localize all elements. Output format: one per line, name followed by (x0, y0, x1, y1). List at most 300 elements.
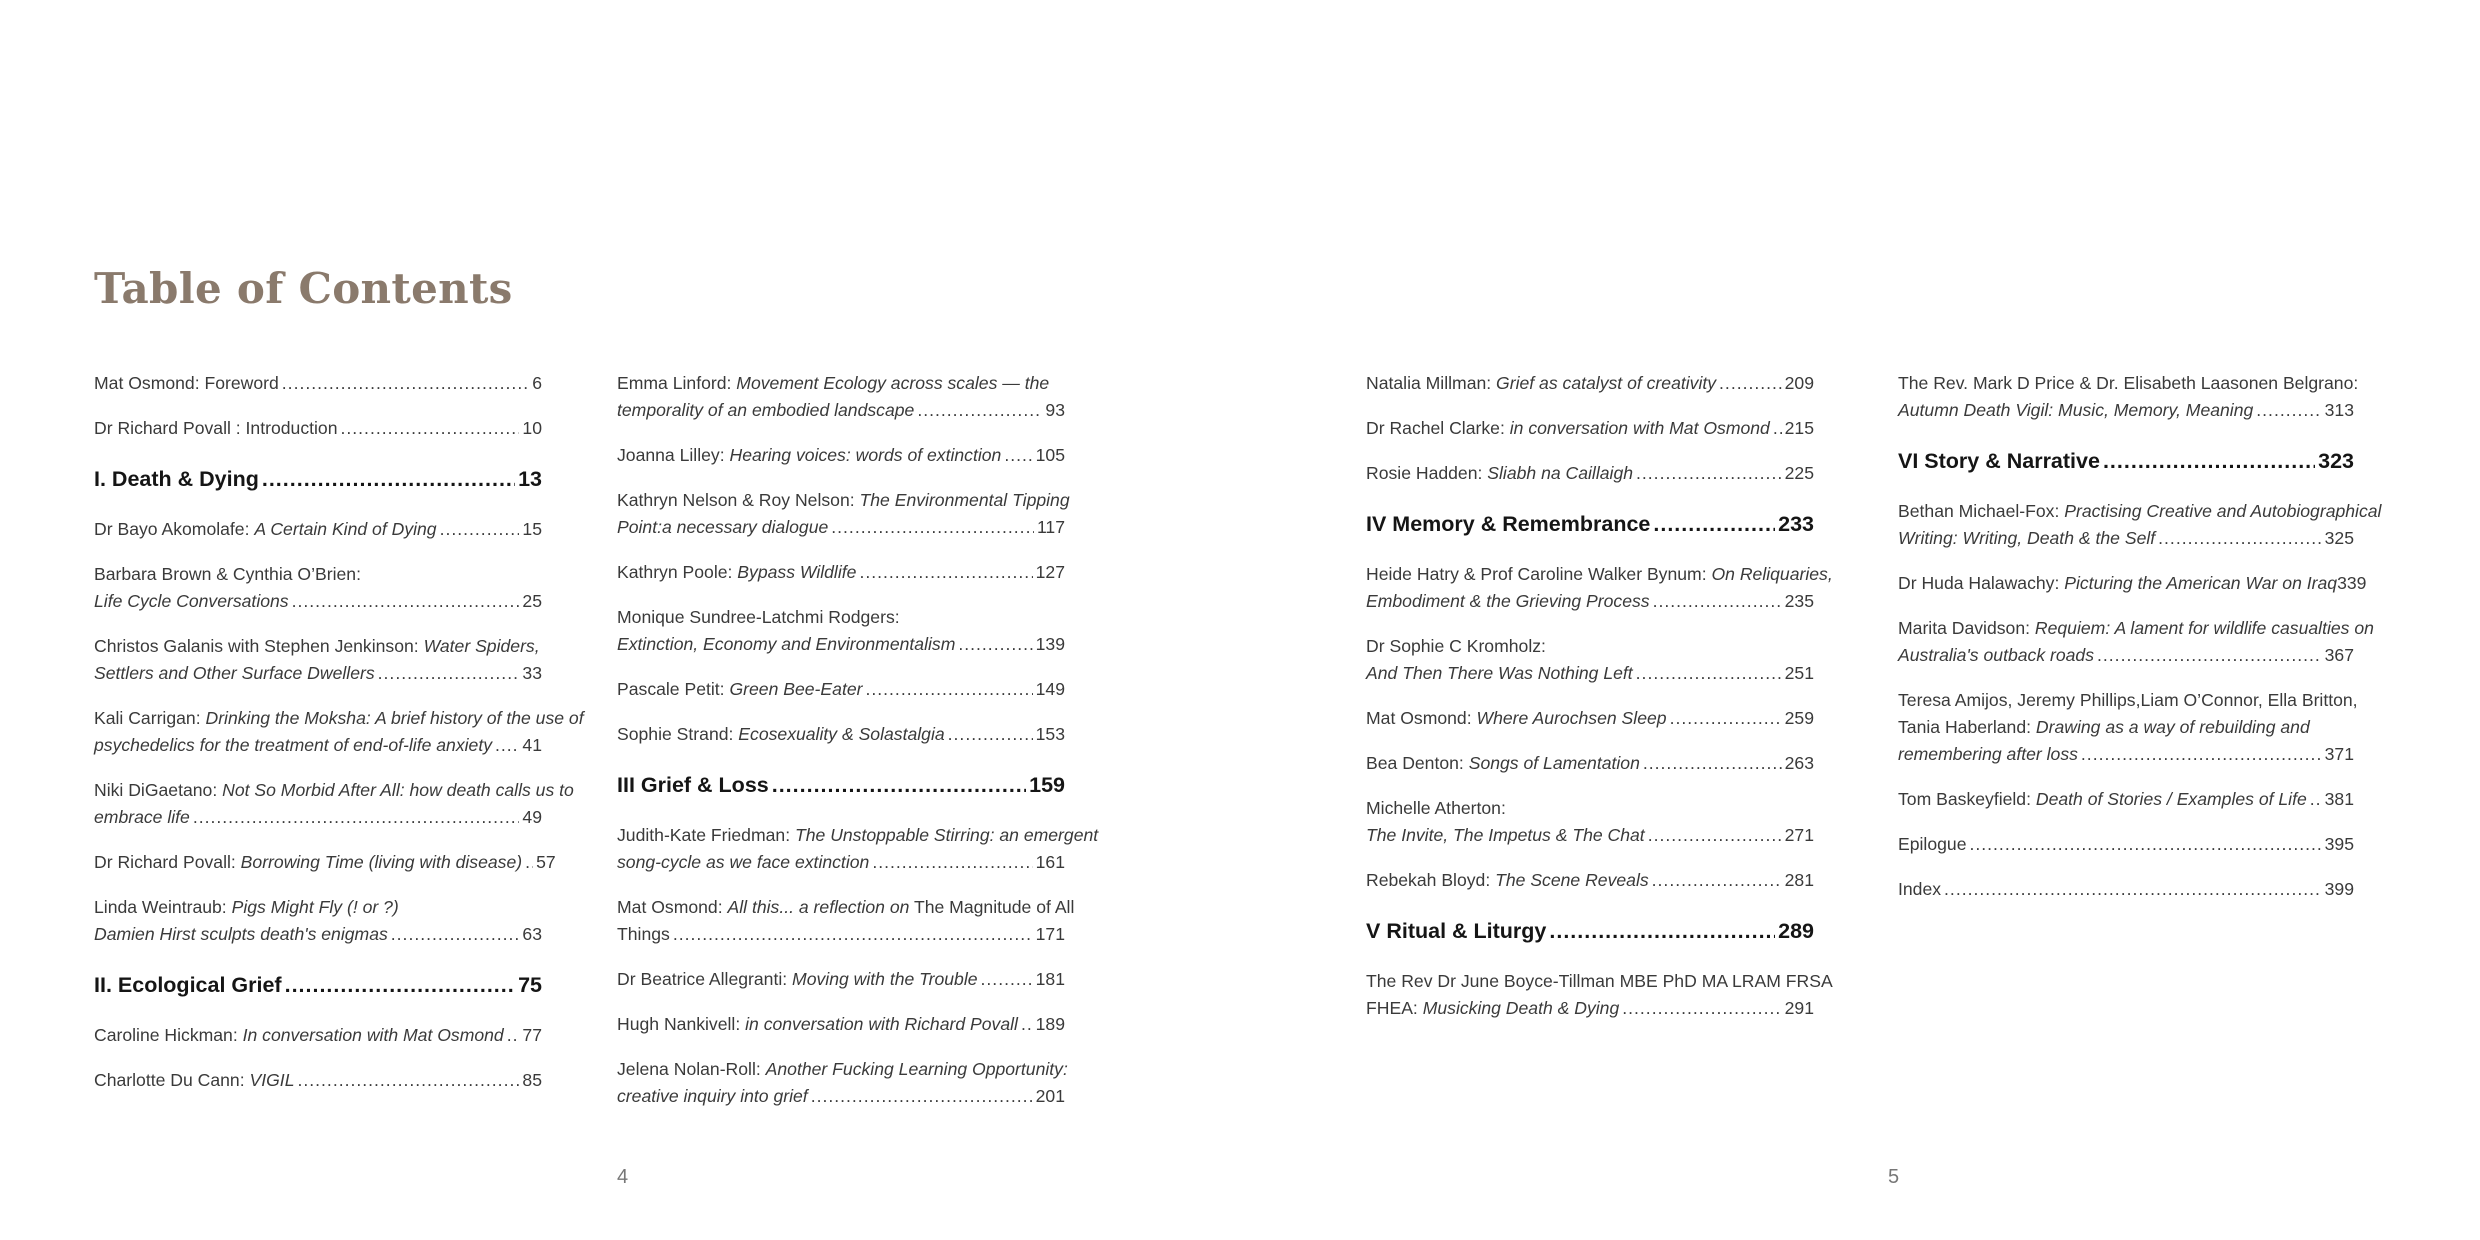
page-number: 251 (1784, 663, 1814, 683)
section-title: II. Ecological Grief (94, 973, 282, 997)
page-number: 281 (1784, 870, 1814, 890)
page-number: 6 (532, 373, 542, 393)
dot-leader (262, 464, 515, 494)
toc-line (617, 1083, 1065, 1110)
work-title: Songs of Lamentation (1468, 753, 1640, 773)
toc-line (94, 588, 542, 615)
work-title: Embodiment & the Grieving Process (1366, 591, 1650, 611)
toc-entry[interactable] (1366, 561, 1833, 615)
dot-leader (292, 588, 520, 615)
dot-leader (958, 631, 1032, 658)
page-number: 325 (2324, 528, 2354, 548)
toc-line (1898, 370, 2359, 397)
page-number: 105 (1035, 445, 1065, 465)
toc-column-1 (94, 370, 584, 1112)
toc-line (1898, 714, 2354, 741)
toc-line (94, 804, 542, 831)
toc-section-heading[interactable] (1366, 916, 1814, 946)
toc-line (94, 660, 542, 687)
entry-text (617, 721, 945, 748)
author: Monique Sundree-Latchmi Rodgers: (617, 607, 900, 627)
toc-column-3 (1366, 370, 1833, 1040)
entry-text (617, 397, 914, 424)
entry-text (94, 561, 361, 588)
toc-entry[interactable] (617, 721, 1065, 748)
entry-text (1366, 867, 1649, 894)
toc-line (1898, 615, 2374, 642)
entry-text (94, 660, 375, 687)
toc-line (1366, 968, 1833, 995)
toc-line (1366, 415, 1814, 442)
dot-leader (811, 1083, 1033, 1110)
dot-leader (525, 849, 533, 876)
work-title: Death of Stories / Examples of Life (2035, 789, 2307, 809)
dot-leader (2158, 525, 2321, 552)
work-title: Borrowing Time (living with disease) (240, 852, 523, 872)
page-number: 339 (2337, 573, 2367, 593)
entry-text (94, 415, 338, 442)
toc-entry[interactable] (1898, 831, 2354, 858)
page-title: Table of Contents (94, 264, 513, 313)
entry-text (1898, 714, 2310, 741)
toc-line (617, 1011, 1065, 1038)
dot-leader (948, 721, 1033, 748)
author: The Rev. Mark D Price & Dr. Elisabeth Laasonen Belgrano: (1898, 373, 2359, 393)
toc-entry[interactable] (94, 516, 542, 543)
section-title: IV Memory & Remembrance (1366, 512, 1651, 536)
toc-entry[interactable] (617, 559, 1065, 586)
page-number: 291 (1784, 998, 1814, 1018)
page-number: 117 (1036, 517, 1065, 537)
toc-section-heading[interactable] (617, 770, 1065, 800)
entry-text (617, 894, 1074, 921)
author: Tania Haberland: (1898, 717, 2036, 737)
work-title-upright: The Magnitude of All (909, 897, 1075, 917)
author: Bethan Michael-Fox: (1898, 501, 2065, 521)
dot-leader (1653, 588, 1782, 615)
toc-line (617, 631, 1065, 658)
toc-line (617, 1056, 1068, 1083)
toc-line (1898, 570, 2367, 597)
toc-line (94, 777, 574, 804)
toc-line (94, 1067, 542, 1094)
author: Caroline Hickman: (94, 1025, 243, 1045)
page-number: 313 (2324, 400, 2354, 420)
toc-entry[interactable] (1366, 633, 1814, 687)
entry-text (1366, 415, 1770, 442)
work-title: Sliabh na Caillaigh (1487, 463, 1634, 483)
toc-section-heading[interactable] (1366, 509, 1814, 539)
toc-line (94, 1022, 542, 1049)
toc-line (617, 849, 1065, 876)
toc-entry[interactable] (1366, 415, 1814, 442)
entry-text (617, 604, 900, 631)
dot-leader (1549, 916, 1775, 946)
entry-text (1366, 705, 1667, 732)
author: Mat Osmond: (1366, 708, 1477, 728)
work-title: Pigs Might Fly (! or ?) (231, 897, 399, 917)
page-number: 399 (2324, 879, 2354, 899)
author: Tom Baskeyfield: (1898, 789, 2036, 809)
dot-leader (193, 804, 520, 831)
toc-line (1898, 498, 2382, 525)
entry-text (617, 559, 856, 586)
toc-entry[interactable] (1366, 968, 1833, 1022)
dot-leader (1944, 876, 2322, 903)
work-title: Movement Ecology across scales — the (736, 373, 1050, 393)
toc-line (1366, 867, 1814, 894)
toc-entry[interactable] (617, 822, 1099, 876)
work-title: in conversation with Mat Osmond (1509, 418, 1770, 438)
author: Dr Beatrice Allegranti: (617, 969, 793, 989)
toc-line (1898, 397, 2354, 424)
entry-text (94, 732, 492, 759)
work-title: Picturing the American War on Iraq (2064, 573, 2338, 593)
toc-section-heading[interactable] (94, 970, 542, 1000)
entry-text (94, 921, 388, 948)
toc-entry[interactable] (1366, 460, 1814, 487)
dot-leader (507, 1022, 520, 1049)
toc-entry[interactable] (617, 487, 1070, 541)
entry-text (1366, 795, 1506, 822)
toc-entry[interactable] (1898, 786, 2354, 813)
toc-line (1366, 588, 1814, 615)
page-number: 25 (522, 591, 542, 611)
toc-entry[interactable] (94, 561, 542, 615)
toc-line (617, 487, 1070, 514)
dot-leader (673, 921, 1033, 948)
work-title: Requiem: A lament for wildlife casualties on (2034, 618, 2374, 638)
toc-line (617, 921, 1065, 948)
entry-text (1366, 995, 1619, 1022)
work-title: Settlers and Other Surface Dwellers (94, 663, 375, 683)
toc-entry[interactable] (1898, 570, 2367, 597)
entry-text (1366, 633, 1546, 660)
toc-line (1898, 525, 2354, 552)
toc-line (1366, 660, 1814, 687)
toc-entry[interactable] (94, 415, 542, 442)
entry-text (94, 633, 540, 660)
work-title: Bypass Wildlife (737, 562, 857, 582)
toc-line (94, 921, 542, 948)
page-number: 159 (1029, 773, 1065, 797)
toc-line (617, 721, 1065, 748)
toc-section-heading[interactable] (94, 464, 542, 494)
entry-text (617, 849, 869, 876)
toc-entry[interactable] (1898, 615, 2374, 669)
page-number: 181 (1035, 969, 1065, 989)
entry-text (1898, 370, 2358, 397)
dot-leader (1648, 822, 1782, 849)
toc-entry[interactable] (1366, 705, 1814, 732)
work-title: Extinction, Economy and Environmentalism (617, 634, 956, 654)
author: Joanna Lilley: (617, 445, 730, 465)
dot-leader (2103, 446, 2315, 476)
work-title: Where Aurochsen Sleep (1476, 708, 1667, 728)
toc-entry[interactable] (94, 1067, 542, 1094)
toc-line (94, 516, 542, 543)
toc-entry[interactable] (617, 1011, 1065, 1038)
author: Heide Hatry & Prof Caroline Walker Bynum: (1366, 564, 1712, 584)
toc-entry[interactable] (1898, 876, 2354, 903)
author: Teresa Amijos, Jeremy Phillips,Liam O’Connor, Ella Britton, (1898, 690, 2358, 710)
author: Dr Bayo Akomolafe: (94, 519, 255, 539)
entry-text (617, 1011, 1018, 1038)
toc-line (94, 732, 542, 759)
entry-text (1366, 460, 1633, 487)
dot-leader (1670, 705, 1782, 732)
toc-line (1366, 370, 1814, 397)
page-number: 209 (1784, 373, 1814, 393)
section-title: I. Death & Dying (94, 467, 259, 491)
work-title: Australia's outback roads (1898, 645, 2095, 665)
toc-entry[interactable] (94, 777, 574, 831)
toc-line (1366, 460, 1814, 487)
author: Michelle Atherton: (1366, 798, 1506, 818)
toc-line (617, 966, 1065, 993)
page-number: 201 (1035, 1086, 1065, 1106)
work-title: On Reliquaries, (1711, 564, 1833, 584)
toc-entry[interactable] (1898, 687, 2358, 768)
toc-line (617, 604, 1065, 631)
toc-line (1898, 876, 2354, 903)
entry-text (617, 370, 1049, 397)
toc-entry[interactable] (1366, 795, 1814, 849)
entry-text (617, 921, 670, 948)
section-title: VI Story & Narrative (1898, 449, 2100, 473)
toc-line (94, 561, 542, 588)
page-number: 49 (522, 807, 542, 827)
dot-leader (1643, 750, 1782, 777)
page-number: 367 (2324, 645, 2354, 665)
toc-entry[interactable] (1366, 867, 1814, 894)
author: Christos Galanis with Stephen Jenkinson: (94, 636, 424, 656)
toc-line (1366, 705, 1814, 732)
work-title: Life Cycle Conversations (94, 591, 289, 611)
entry-text (94, 370, 279, 397)
dot-leader (1719, 370, 1782, 397)
work-title: Drawing as a way of rebuilding and (2035, 717, 2310, 737)
toc-entry[interactable] (1898, 498, 2382, 552)
toc-line (617, 559, 1065, 586)
author: Barbara Brown & Cynthia O’Brien: (94, 564, 361, 584)
entry-text (617, 631, 955, 658)
dot-leader (2097, 642, 2322, 669)
page-number: 33 (522, 663, 542, 683)
author: Judith-Kate Friedman: (617, 825, 795, 845)
page-number: 161 (1035, 852, 1065, 872)
work-title: Writing: Writing, Death & the Self (1898, 528, 2156, 548)
author: Things (617, 924, 670, 944)
toc-line (617, 370, 1065, 397)
author: Kathryn Nelson & Roy Nelson: (617, 490, 860, 510)
work-title: The Scene Reveals (1495, 870, 1649, 890)
toc-entry[interactable] (617, 604, 1065, 658)
toc-line (1898, 786, 2354, 813)
dot-leader (1652, 867, 1782, 894)
dot-leader (917, 397, 1042, 424)
author: Hugh Nankivell: (617, 1014, 746, 1034)
dot-leader (378, 660, 520, 687)
dot-leader (2256, 397, 2321, 424)
page-number: 323 (2318, 449, 2354, 473)
author: Dr Huda Halawachy: (1898, 573, 2065, 593)
page-number: 139 (1035, 634, 1065, 654)
toc-entry[interactable] (1366, 750, 1814, 777)
entry-text (1366, 561, 1833, 588)
dot-leader (772, 770, 1026, 800)
toc-entry[interactable] (94, 705, 584, 759)
toc-entry[interactable] (94, 894, 542, 948)
author: Mat Osmond: Foreword (94, 373, 279, 393)
page-number: 75 (518, 973, 542, 997)
entry-text (1898, 786, 2307, 813)
author: Dr Sophie C Kromholz: (1366, 636, 1546, 656)
section-title: V Ritual & Liturgy (1366, 919, 1547, 943)
author: Sophie Strand: (617, 724, 739, 744)
dot-leader (285, 970, 515, 1000)
dot-leader (981, 966, 1033, 993)
author: Bea Denton: (1366, 753, 1469, 773)
author: Natalia Millman: (1366, 373, 1497, 393)
dot-leader (391, 921, 520, 948)
toc-line (617, 894, 1075, 921)
work-title: Musicking Death & Dying (1422, 998, 1620, 1018)
toc-column-4 (1898, 370, 2382, 921)
entry-text (617, 487, 1070, 514)
dot-leader (282, 370, 529, 397)
toc-entry[interactable] (617, 966, 1065, 993)
author: Niki DiGaetano: (94, 780, 223, 800)
page-number-right: 5 (1888, 1166, 1900, 1188)
dot-leader (1773, 415, 1782, 442)
author: Index (1898, 879, 1942, 899)
toc-entry[interactable] (94, 849, 556, 876)
entry-text (1366, 370, 1716, 397)
dot-leader (1622, 995, 1781, 1022)
dot-leader (1653, 509, 1775, 539)
entry-text (1366, 822, 1645, 849)
work-title: Ecosexuality & Solastalgia (738, 724, 945, 744)
toc-line (94, 633, 542, 660)
work-title: In conversation with Mat Osmond (242, 1025, 504, 1045)
page-number: 93 (1045, 400, 1065, 420)
toc-entry[interactable] (94, 1022, 542, 1049)
section-title: III Grief & Loss (617, 773, 769, 797)
entry-text (617, 822, 1098, 849)
page-number: 153 (1035, 724, 1065, 744)
page-number: 371 (2324, 744, 2354, 764)
toc-entry[interactable] (1366, 370, 1814, 397)
work-title: Autumn Death Vigil: Music, Memory, Meaning (1898, 400, 2254, 420)
page-number: 263 (1784, 753, 1814, 773)
entry-text (617, 1056, 1068, 1083)
entry-text (1898, 876, 1941, 903)
entry-text (1898, 397, 2253, 424)
work-title: Another Fucking Learning Opportunity: (765, 1059, 1068, 1079)
toc-line (94, 370, 542, 397)
entry-text (1898, 615, 2374, 642)
toc-entry[interactable] (617, 894, 1075, 948)
toc-line (617, 514, 1065, 541)
author: Mat Osmond: (617, 897, 728, 917)
toc-line (617, 397, 1065, 424)
page-number: 15 (522, 519, 542, 539)
page-number: 77 (522, 1025, 542, 1045)
author: Charlotte Du Cann: (94, 1070, 250, 1090)
author: The Rev Dr June Boyce-Tillman MBE PhD MA LRAM FRSA (1366, 971, 1833, 991)
toc-line (94, 705, 584, 732)
page-number: 149 (1035, 679, 1065, 699)
page-number: 259 (1784, 708, 1814, 728)
entry-text (617, 514, 828, 541)
entry-text (1366, 968, 1833, 995)
entry-text (1898, 642, 2094, 669)
page-number: 127 (1035, 562, 1065, 582)
page-number: 63 (522, 924, 542, 944)
dot-leader (341, 415, 520, 442)
work-title: song-cycle as we face extinction (617, 852, 870, 872)
dot-leader (1021, 1011, 1033, 1038)
page-number: 57 (536, 852, 556, 872)
work-title: The Unstoppable Stirring: an emergent (794, 825, 1099, 845)
work-title: Drinking the Moksha: A brief history of the use of (205, 708, 584, 728)
work-title: in conversation with Richard Povall (745, 1014, 1018, 1034)
dot-leader (440, 516, 520, 543)
work-title: psychedelics for the treatment of end-of-life anxiety (94, 735, 493, 755)
toc-entry[interactable] (617, 1056, 1068, 1110)
toc-line (1366, 795, 1814, 822)
work-title: All this... a reflection on (727, 897, 910, 917)
work-title: Not So Morbid After All: how death calls us to (222, 780, 574, 800)
entry-text (617, 676, 862, 703)
toc-line (94, 415, 542, 442)
entry-text (1898, 525, 2155, 552)
toc-section-heading[interactable] (1898, 446, 2354, 476)
entry-text (1366, 660, 1633, 687)
toc-line (1366, 750, 1814, 777)
work-title: Water Spiders, (423, 636, 540, 656)
toc-line (617, 442, 1065, 469)
work-title: Grief as catalyst of creativity (1496, 373, 1717, 393)
toc-entry[interactable] (94, 633, 542, 687)
toc-line (1366, 633, 1814, 660)
entry-text (1898, 498, 2381, 525)
page-number: 271 (1784, 825, 1814, 845)
page-number: 215 (1784, 418, 1814, 438)
work-title: Green Bee-Eater (729, 679, 863, 699)
dot-leader (831, 514, 1034, 541)
toc-entry[interactable] (94, 370, 542, 397)
author: Epilogue (1898, 834, 1967, 854)
work-title: Point:a necessary dialogue (617, 517, 829, 537)
page-number: 235 (1784, 591, 1814, 611)
author: Pascale Petit: (617, 679, 730, 699)
work-title: temporality of an embodied landscape (617, 400, 915, 420)
toc-entry[interactable] (617, 370, 1065, 424)
page-number: 381 (2324, 789, 2354, 809)
toc-entry[interactable] (617, 442, 1065, 469)
work-title: VIGIL (249, 1070, 295, 1090)
author: Jelena Nolan-Roll: (617, 1059, 766, 1079)
entry-text (617, 442, 1001, 469)
toc-entry[interactable] (1898, 370, 2359, 424)
toc-line (1898, 831, 2354, 858)
page-number: 395 (2324, 834, 2354, 854)
toc-entry[interactable] (617, 676, 1065, 703)
toc-column-2 (617, 370, 1099, 1128)
work-title: The Invite, The Impetus & The Chat (1366, 825, 1645, 845)
